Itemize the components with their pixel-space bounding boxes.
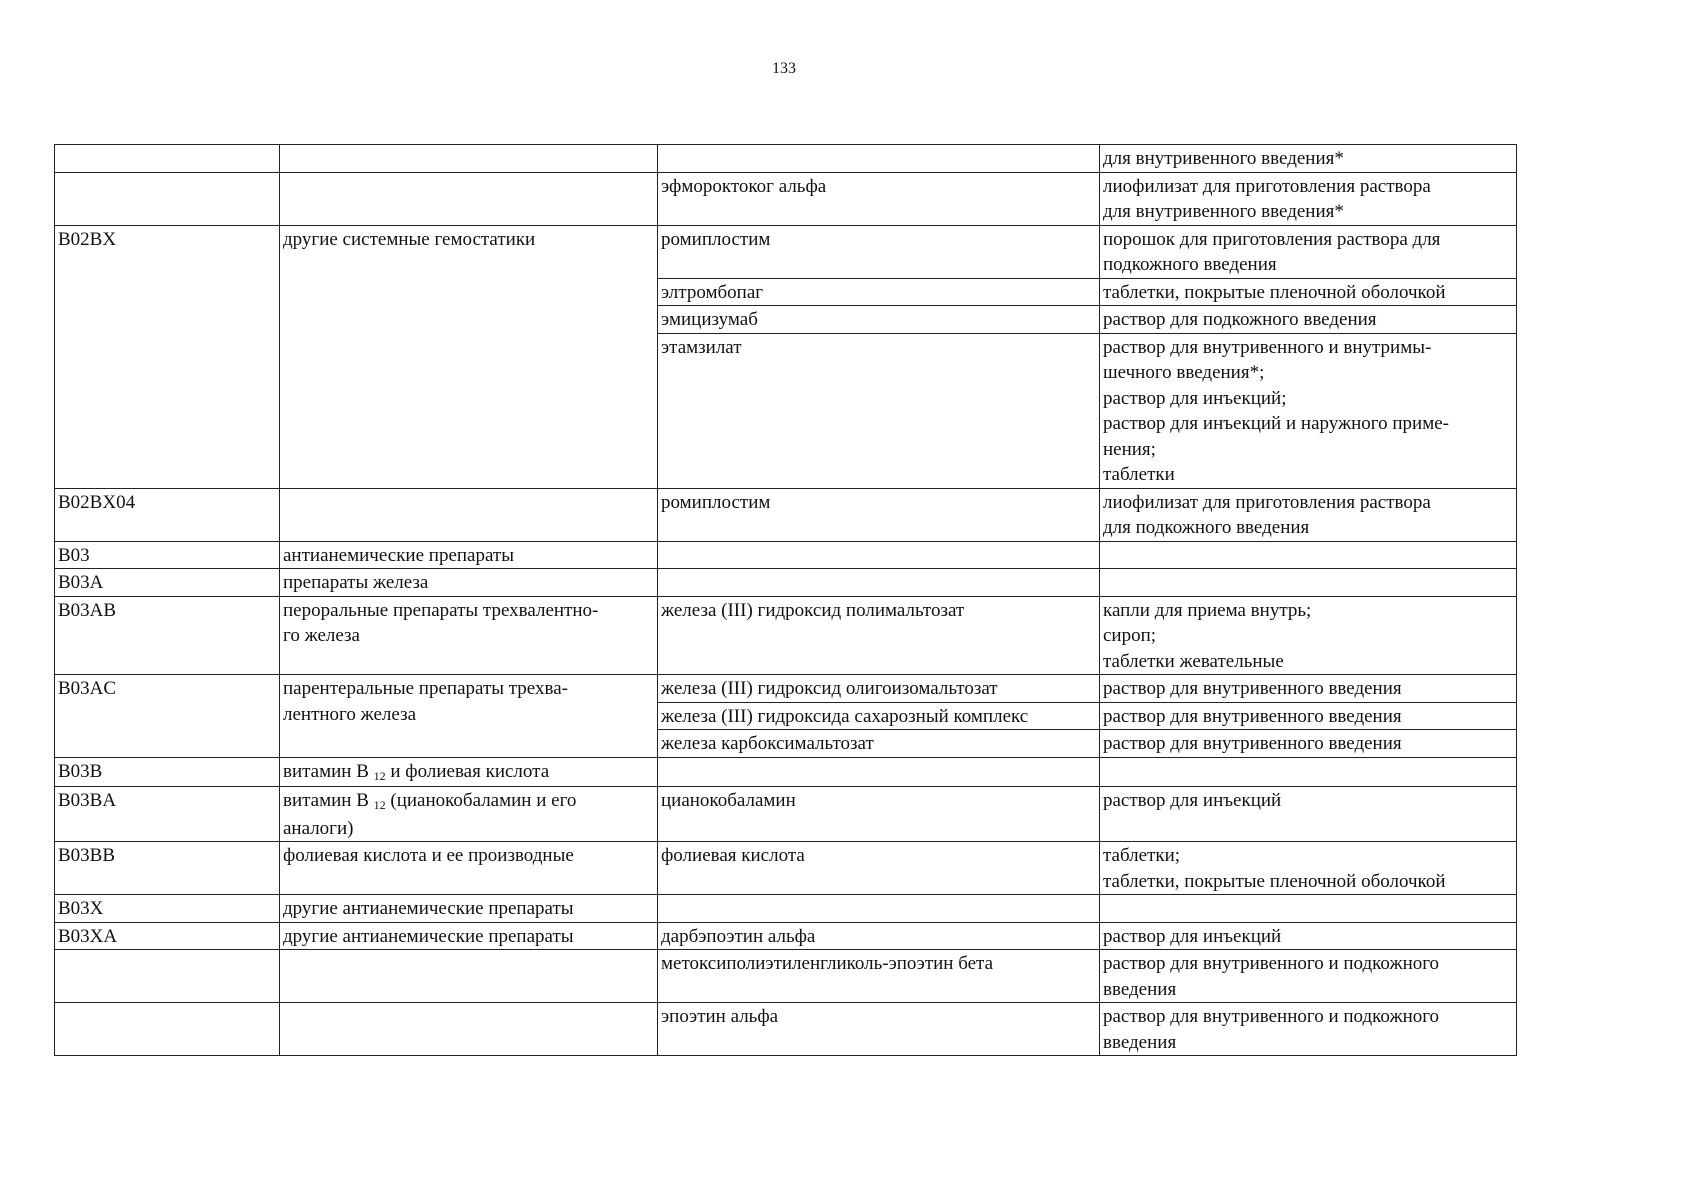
- drug-name-cell: ромиплостим: [658, 225, 1100, 278]
- drug-name-cell: эпоэтин альфа: [658, 1003, 1100, 1056]
- atc-code-cell: B03AB: [55, 596, 280, 675]
- drug-name-cell: железа (III) гидроксид олигоизомальтозат: [658, 675, 1100, 703]
- atc-code-cell: [55, 950, 280, 1003]
- table-row: [55, 596, 1517, 675]
- subscript: 12: [373, 768, 386, 783]
- drug-name-cell: цианокобаламин: [658, 787, 1100, 842]
- drug-name-cell: эфмороктоког альфа: [658, 172, 1100, 225]
- pharmacological-group-cell: [280, 172, 658, 225]
- atc-code-cell: B03BA: [55, 787, 280, 842]
- dosage-form-cell: раствор для внутривенного введения: [1100, 675, 1517, 703]
- drug-name-cell: [658, 757, 1100, 787]
- dosage-form-cell: раствор для внутривенного и внутримы- шечного введения*; раствор для инъекций; раствор для инъекций и наружного приме- нения; таблетки: [1100, 333, 1517, 488]
- drug-name-cell: железа (III) гидроксида сахарозный комплекс: [658, 702, 1100, 730]
- atc-code-cell: B03B: [55, 757, 280, 787]
- dosage-form-cell: капли для приема внутрь; сироп; таблетки жевательные: [1100, 596, 1517, 675]
- table-row: [55, 787, 1517, 842]
- dosage-form-cell: [1100, 541, 1517, 569]
- dosage-form-cell: раствор для инъекций: [1100, 787, 1517, 842]
- table-row: [55, 488, 1517, 541]
- dosage-form-cell: лиофилизат для приготовления раствора для подкожного введения: [1100, 488, 1517, 541]
- drug-name-cell: [658, 541, 1100, 569]
- dosage-form-cell: раствор для внутривенного введения: [1100, 702, 1517, 730]
- drug-name-cell: ромиплостим: [658, 488, 1100, 541]
- table-row: [55, 172, 1517, 225]
- dosage-form-cell: раствор для подкожного введения: [1100, 306, 1517, 334]
- table-row: [55, 541, 1517, 569]
- table-row: [55, 757, 1517, 787]
- pharmacological-group-cell: [280, 488, 658, 541]
- group-text: витамин B: [283, 760, 369, 782]
- drug-name-cell: элтромбопаг: [658, 278, 1100, 306]
- group-text: витамин B: [283, 790, 369, 811]
- pharmacological-group-cell: [280, 1003, 658, 1056]
- drug-name-cell: фолиевая кислота: [658, 842, 1100, 895]
- pharmacological-group-cell: [280, 145, 658, 173]
- pharmacological-group-cell: [280, 757, 658, 787]
- atc-code-cell: B03A: [55, 569, 280, 597]
- dosage-form-cell: порошок для приготовления раствора для подкожного введения: [1100, 225, 1517, 278]
- atc-code-cell: [55, 1003, 280, 1056]
- dosage-form-cell: раствор для внутривенного и подкожного введения: [1100, 1003, 1517, 1056]
- table-row: [55, 569, 1517, 597]
- table-row: [55, 842, 1517, 895]
- atc-code-cell: B02BX04: [55, 488, 280, 541]
- dosage-form-cell: [1100, 569, 1517, 597]
- atc-code-cell: B03BB: [55, 842, 280, 895]
- dosage-form-cell: раствор для внутривенного и подкожного введения: [1100, 950, 1517, 1003]
- page-number: 133: [772, 60, 796, 77]
- drug-name-cell: эмицизумаб: [658, 306, 1100, 334]
- dosage-form-cell: для внутривенного введения*: [1100, 145, 1517, 173]
- dosage-form-cell: таблетки; таблетки, покрытые пленочной оболочкой: [1100, 842, 1517, 895]
- atc-code-cell: [55, 172, 280, 225]
- atc-code-cell: B03: [55, 541, 280, 569]
- group-text: (цианокобаламин и его аналоги): [283, 790, 577, 839]
- drug-name-cell: этамзилат: [658, 333, 1100, 488]
- drug-name-cell: метоксиполиэтиленгликоль-эпоэтин бета: [658, 950, 1100, 1003]
- pharmacological-group-cell: парентеральные препараты трехва- лентного железа: [280, 675, 658, 758]
- subscript: 12: [373, 798, 386, 812]
- pharmacological-group-cell: пероральные препараты трехвалентно- го железа: [280, 596, 658, 675]
- atc-code-cell: B03AC: [55, 675, 280, 758]
- atc-code-cell: [55, 145, 280, 173]
- group-text: и фолиевая кислота: [385, 760, 550, 782]
- table-row: [55, 225, 1517, 278]
- table-row: [55, 1003, 1517, 1056]
- drug-name-cell: [658, 895, 1100, 923]
- atc-code-cell: B03XA: [55, 922, 280, 950]
- table-row: [55, 922, 1517, 950]
- pharmacological-group-cell: препараты железа: [280, 569, 658, 597]
- drug-name-cell: железа (III) гидроксид полимальтозат: [658, 596, 1100, 675]
- pharmacological-group-cell: другие антианемические препараты: [280, 922, 658, 950]
- dosage-form-cell: раствор для внутривенного введения: [1100, 730, 1517, 758]
- table-row: [55, 895, 1517, 923]
- pharmacological-group-cell: антианемические препараты: [280, 541, 658, 569]
- dosage-form-cell: [1100, 757, 1517, 787]
- dosage-form-cell: раствор для инъекций: [1100, 922, 1517, 950]
- table-row: [55, 950, 1517, 1003]
- atc-code-cell: B03X: [55, 895, 280, 923]
- drug-name-cell: [658, 569, 1100, 597]
- atc-code-cell: B02BX: [55, 225, 280, 488]
- drug-table: [54, 144, 1517, 1056]
- drug-name-cell: дарбэпоэтин альфа: [658, 922, 1100, 950]
- pharmacological-group-cell: другие антианемические препараты: [280, 895, 658, 923]
- pharmacological-group-cell: [280, 950, 658, 1003]
- table-row: [55, 145, 1517, 173]
- table-row: [55, 675, 1517, 703]
- dosage-form-cell: [1100, 895, 1517, 923]
- pharmacological-group-cell: [280, 787, 658, 842]
- dosage-form-cell: лиофилизат для приготовления раствора для внутривенного введения*: [1100, 172, 1517, 225]
- pharmacological-group-cell: фолиевая кислота и ее производные: [280, 842, 658, 895]
- drug-name-cell: железа карбоксимальтозат: [658, 730, 1100, 758]
- dosage-form-cell: таблетки, покрытые пленочной оболочкой: [1100, 278, 1517, 306]
- drug-name-cell: [658, 145, 1100, 173]
- pharmacological-group-cell: другие системные гемостатики: [280, 225, 658, 488]
